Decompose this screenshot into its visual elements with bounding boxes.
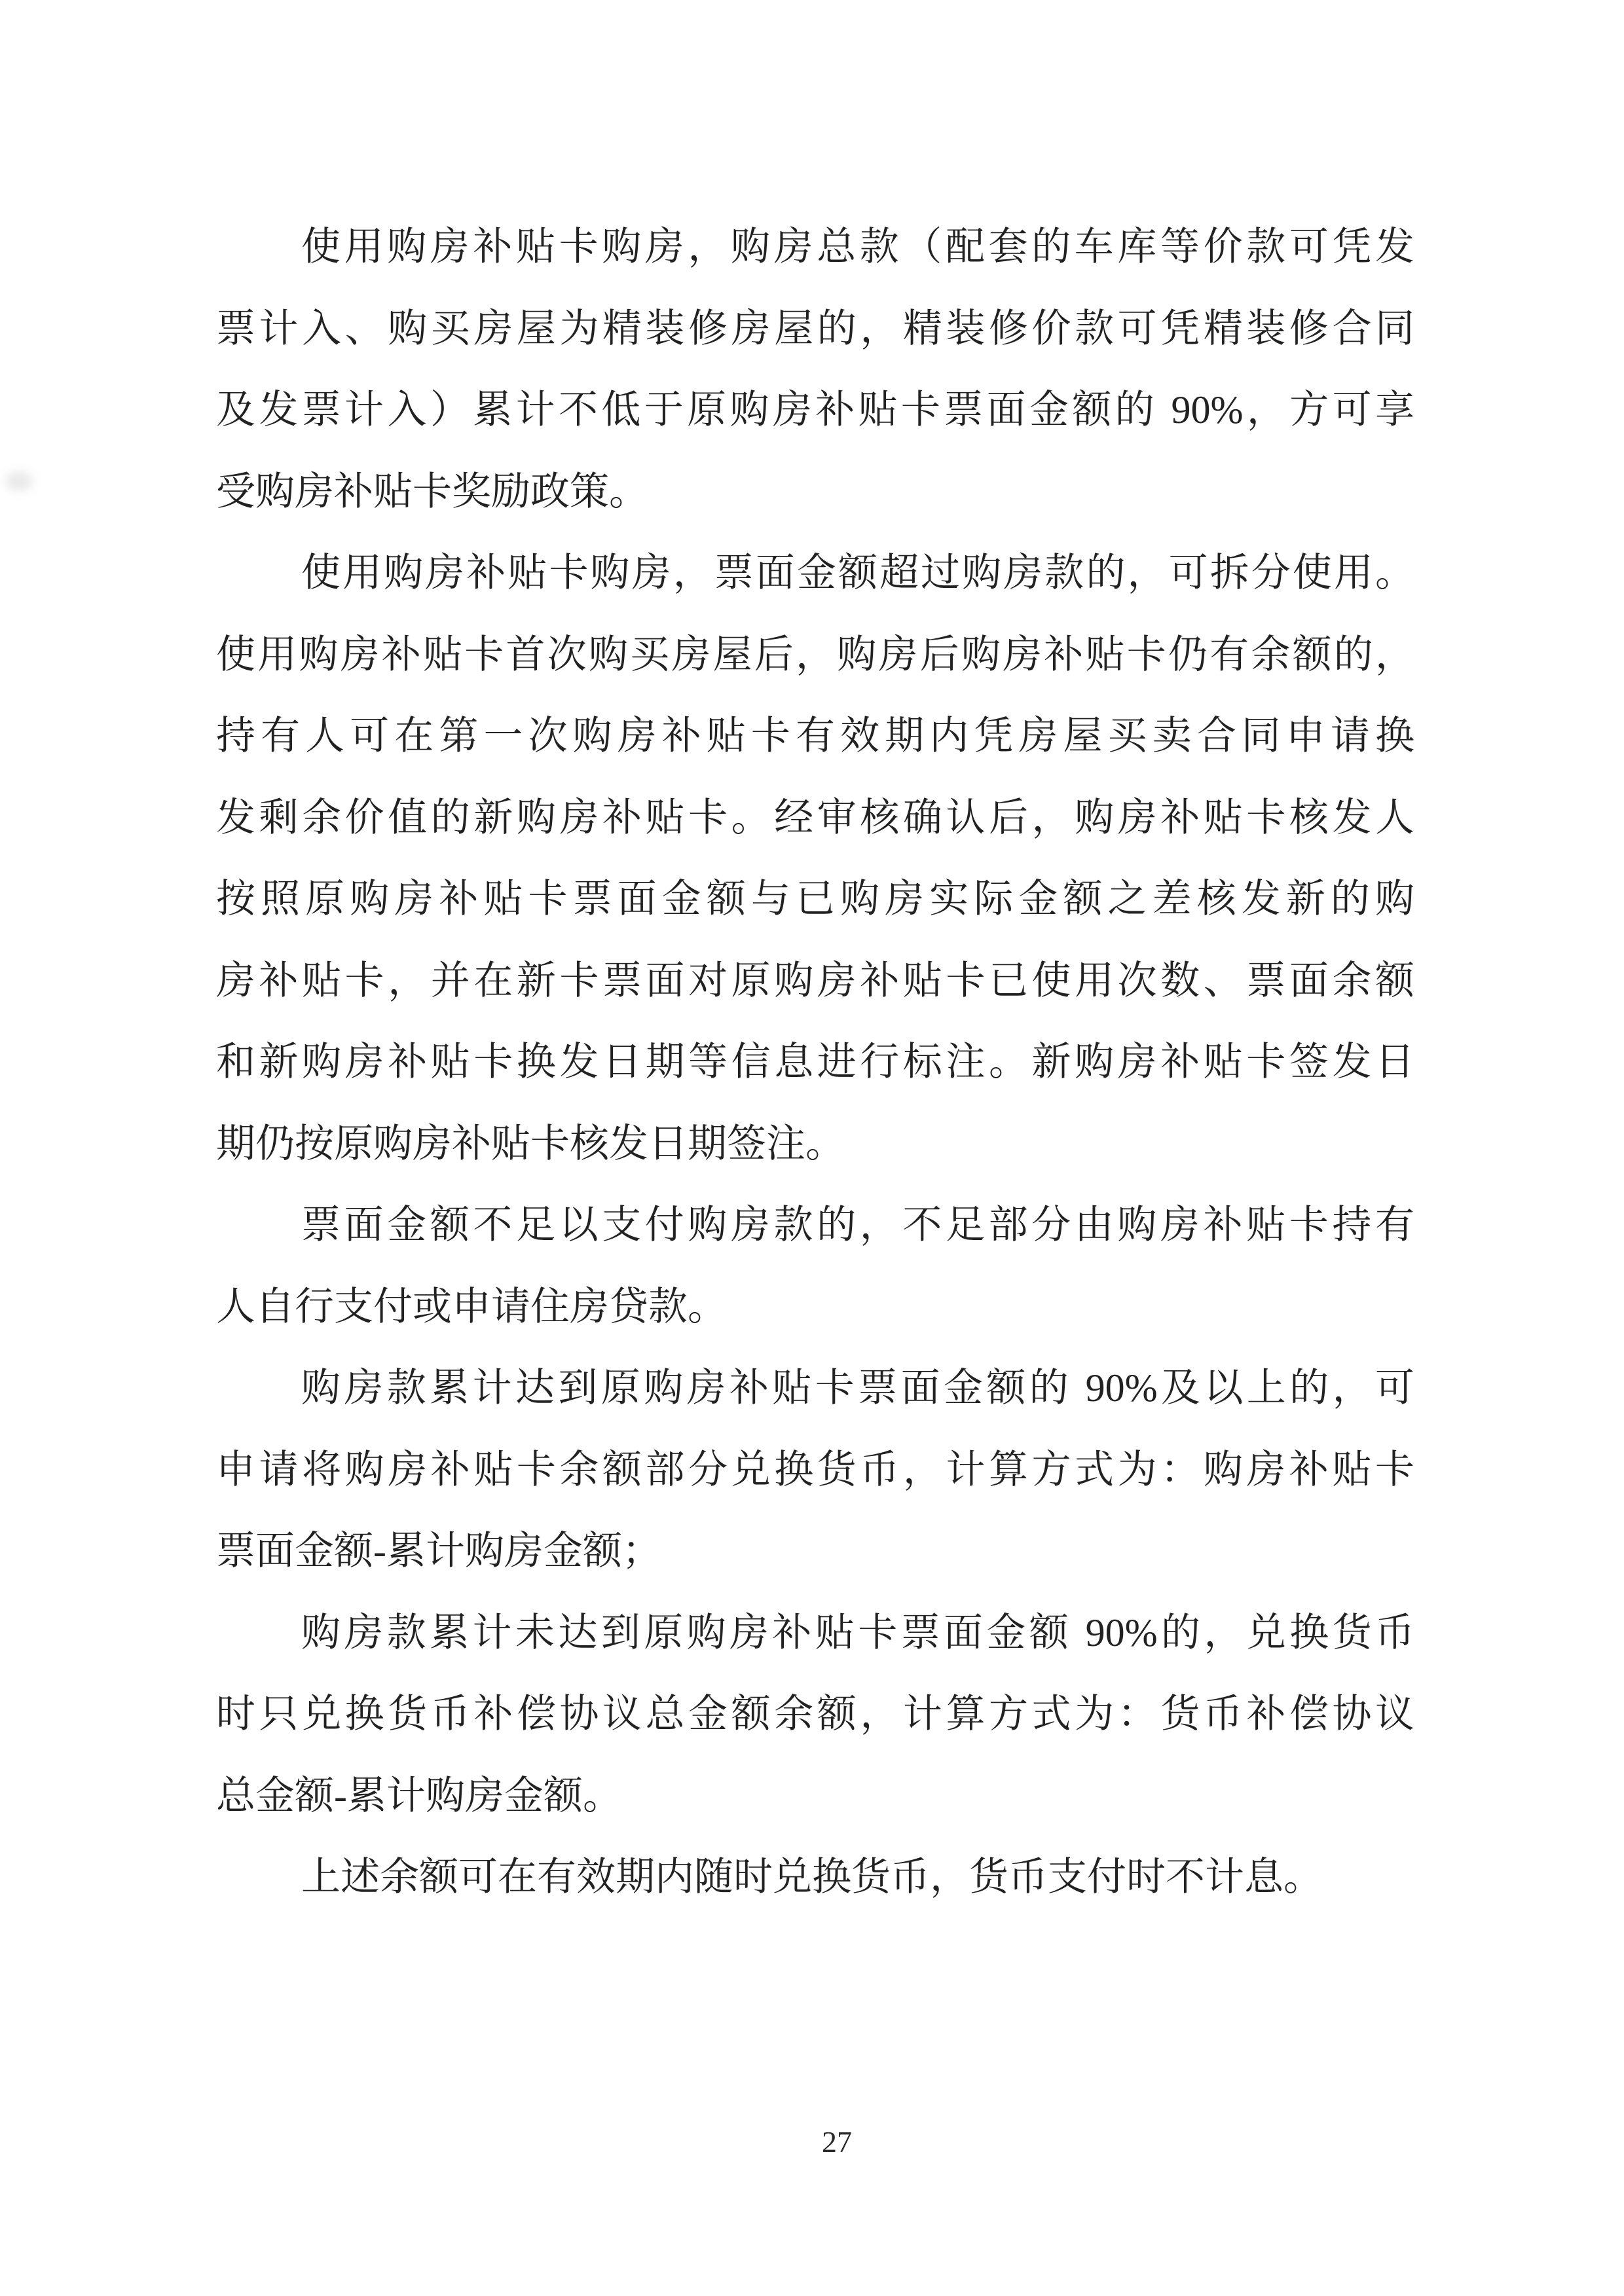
- text-line: 时只兑换货币补偿协议总金额余额，计算方式为：货币补偿协议: [216, 1692, 1414, 1736]
- text-line: 购房款累计达到原购房补贴卡票面金额的 90%及以上的，可: [301, 1366, 1414, 1410]
- page-number: 27: [822, 2125, 852, 2159]
- text-line: 总金额-累计购房金额。: [216, 1774, 622, 1817]
- text-line: 发剩余价值的新购房补贴卡。经审核确认后，购房补贴卡核发人: [216, 795, 1414, 839]
- text-line: 按照原购房补贴卡票面金额与已购房实际金额之差核发新的购: [216, 877, 1414, 920]
- text-line: 房补贴卡，并在新卡票面对原购房补贴卡已使用次数、票面余额: [216, 958, 1414, 1002]
- text-line: 持有人可在第一次购房补贴卡有效期内凭房屋买卖合同申请换: [216, 714, 1414, 757]
- text-line: 使用购房补贴卡购房，票面金额超过购房款的，可拆分使用。: [301, 551, 1414, 594]
- text-line: 受购房补贴卡奖励政策。: [216, 469, 648, 513]
- text-line: 票面金额-累计购房金额；: [216, 1529, 661, 1573]
- text-line: 申请将购房补贴卡余额部分兑换货币，计算方式为：购房补贴卡: [216, 1448, 1414, 1491]
- text-line: 和新购房补贴卡换发日期等信息进行标注。新购房补贴卡签发日: [216, 1040, 1414, 1084]
- text-line: 人自行支付或申请住房贷款。: [216, 1285, 727, 1328]
- text-line: 期仍按原购房补贴卡核发日期签注。: [216, 1121, 845, 1165]
- text-line: 购房款累计未达到原购房补贴卡票面金额 90%的，兑换货币: [301, 1611, 1414, 1654]
- text-line: 上述余额可在有效期内随时兑换货币，货币支付时不计息。: [301, 1855, 1323, 1899]
- text-line: 票面金额不足以支付购房款的，不足部分由购房补贴卡持有: [301, 1203, 1414, 1247]
- document-body: [216, 206, 1414, 1918]
- scan-artifact: [5, 471, 33, 491]
- text-line: 使用购房补贴卡购房，购房总款（配套的车库等价款可凭发: [301, 225, 1414, 268]
- text-line: 使用购房补贴卡首次购买房屋后，购房后购房补贴卡仍有余额的，: [216, 632, 1414, 676]
- text-line: 票计入、购买房屋为精装修房屋的，精装修价款可凭精装修合同: [216, 306, 1414, 350]
- text-line: 及发票计入）累计不低于原购房补贴卡票面金额的 90%，方可享: [216, 388, 1414, 431]
